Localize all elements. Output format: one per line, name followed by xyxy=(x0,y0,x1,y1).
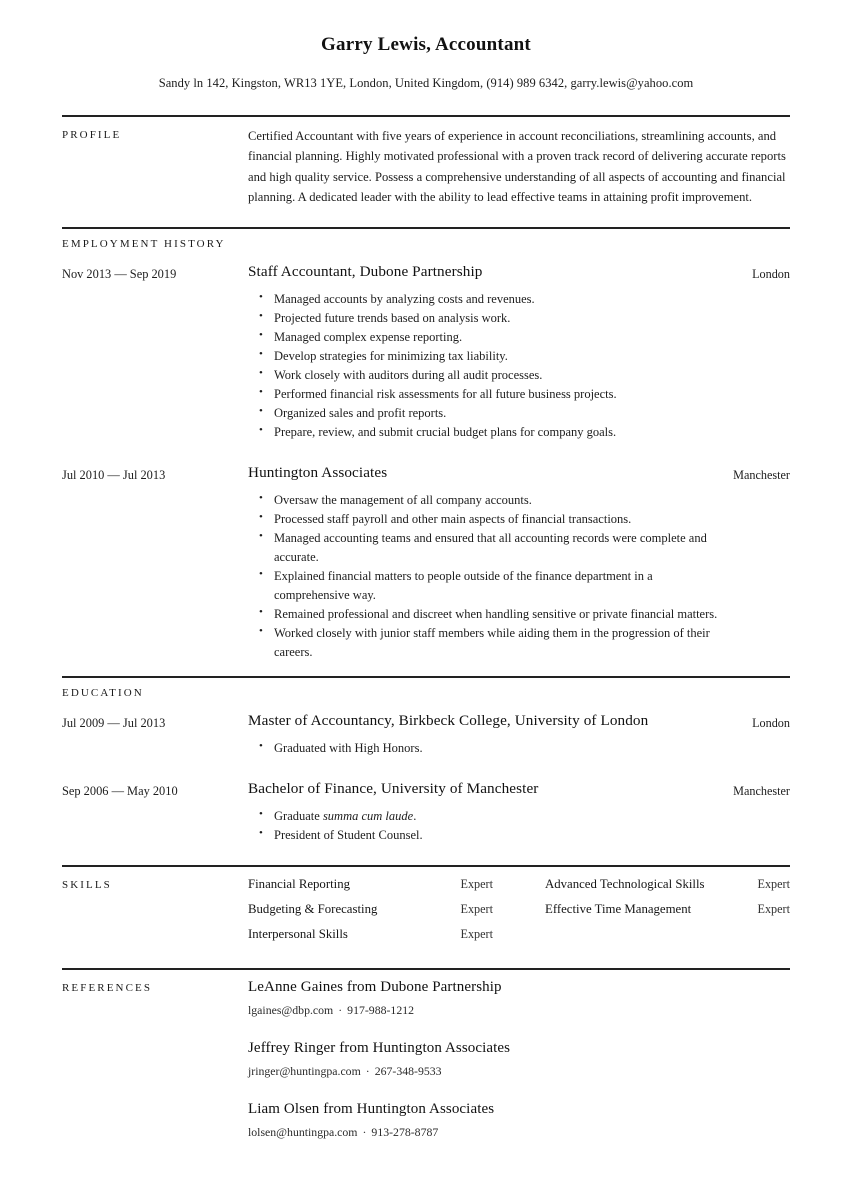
entry-content xyxy=(248,464,719,662)
entry-title: Staff Accountant, Dubone Partnership xyxy=(248,262,483,280)
skill-row xyxy=(248,902,493,927)
reference-phone[interactable]: 913-278-8787 xyxy=(371,1124,439,1139)
entry-bullets xyxy=(248,739,738,758)
entry-location: London xyxy=(752,266,790,281)
profile-body xyxy=(248,126,790,208)
entry-dates: Jul 2010 — Jul 2013 xyxy=(62,467,166,482)
entry-content xyxy=(248,712,738,758)
reference-item xyxy=(248,979,790,1018)
bullet-item: • Projected future trends based on analysis work. xyxy=(248,309,738,328)
bullet-item: • Work closely with auditors during all audit processes. xyxy=(248,366,738,385)
contact-line: Sandy ln 142, Kingston, WR13 1YE, London, United Kingdom, (914) 989 6342, garry.lewis@yahoo.com xyxy=(158,76,694,90)
bullet-item: • Develop strategies for minimizing tax liability. xyxy=(248,347,738,366)
bullet-item: • Graduated with High Honors. xyxy=(248,739,738,758)
skills-body xyxy=(248,876,790,952)
reference-contact xyxy=(248,1125,790,1140)
reference-separator: · xyxy=(338,1002,343,1017)
section-label-education: EDUCATION xyxy=(62,686,144,699)
skill-name: Effective Time Management xyxy=(545,901,692,916)
section-skills xyxy=(62,865,790,952)
skill-level: Expert xyxy=(460,876,493,891)
reference-email[interactable]: lgaines@dbp.com xyxy=(248,1002,334,1017)
reference-name: Jeffrey Ringer from Huntington Associates xyxy=(248,1039,511,1056)
entry-location: Manchester xyxy=(733,467,790,482)
entry-main xyxy=(248,780,790,845)
references-list xyxy=(248,979,790,1140)
section-profile xyxy=(62,115,790,208)
reference-contact xyxy=(248,1064,790,1079)
bullet-text-prefix: Graduate xyxy=(274,808,323,823)
bullet-item: • Prepare, review, and submit crucial budget plans for company goals. xyxy=(248,423,738,442)
entry xyxy=(62,712,790,758)
skill-row xyxy=(545,902,790,927)
section-label-employment-history: EMPLOYMENT HISTORY xyxy=(62,237,226,250)
skill-name: Financial Reporting xyxy=(248,876,351,891)
reference-contact xyxy=(248,1003,790,1018)
reference-email[interactable]: jringer@huntingpa.com xyxy=(248,1063,361,1078)
skill-row xyxy=(248,877,493,902)
profile-summary: Certified Accountant with five years of experience in account reconciliations, streamlining accounts, and financial planning. Highly motivated professional with a proven track record of delivering accurate reports and high quality service. Possess a comprehensive understanding of all aspects of accounting and financial planning. A dedicated leader with the ability to lead effective teams in attaining profit improvement. xyxy=(248,129,786,205)
section-label-profile: PROFILE xyxy=(62,129,122,141)
reference-separator: · xyxy=(362,1124,367,1139)
section-label-skills: SKILLS xyxy=(62,878,112,891)
entry-content xyxy=(248,263,738,442)
entry-main xyxy=(248,464,790,662)
skill-level: Expert xyxy=(757,901,790,916)
bullet-item: • Worked closely with junior staff members while aiding them in the progression of their careers. xyxy=(248,624,719,662)
reference-name: Liam Olsen from Huntington Associates xyxy=(248,1100,495,1117)
skills-grid xyxy=(248,876,790,952)
skill-level: Expert xyxy=(460,901,493,916)
entry-dates: Sep 2006 — May 2010 xyxy=(62,783,178,798)
education-entries xyxy=(62,712,790,845)
resume-header xyxy=(62,0,790,91)
section-employment-history xyxy=(62,227,790,662)
skill-name: Interpersonal Skills xyxy=(248,926,348,941)
entry-dates: Jul 2009 — Jul 2013 xyxy=(62,715,166,730)
employment-entries xyxy=(62,263,790,662)
entry-location: Manchester xyxy=(733,783,790,798)
entry xyxy=(62,464,790,662)
entry-main xyxy=(248,263,790,442)
bullet-item: • Oversaw the management of all company accounts. xyxy=(248,491,719,510)
entry-bullets xyxy=(248,290,738,442)
entry xyxy=(62,780,790,845)
section-references xyxy=(62,968,790,1140)
bullet-item: • Remained professional and discreet when handling sensitive or private financial matters. xyxy=(248,605,719,624)
entry xyxy=(62,263,790,442)
skill-name: Budgeting & Forecasting xyxy=(248,901,378,916)
bullet-item xyxy=(248,807,719,826)
entry-bullets xyxy=(248,491,719,662)
skill-row xyxy=(545,877,790,902)
entry-dates: Nov 2013 — Sep 2019 xyxy=(62,266,177,281)
entry-content xyxy=(248,780,719,845)
reference-separator: · xyxy=(365,1063,370,1078)
section-label-references: REFERENCES xyxy=(62,981,153,994)
bullet-item: • Organized sales and profit reports. xyxy=(248,404,738,423)
bullet-text-emphasis: summa cum laude xyxy=(322,808,414,823)
bullet-item: • Managed accounts by analyzing costs and revenues. xyxy=(248,290,738,309)
entry-title: Bachelor of Finance, University of Manchester xyxy=(248,779,539,797)
skill-level: Expert xyxy=(460,926,493,941)
entry-main xyxy=(248,712,790,758)
bullet-text-suffix: . xyxy=(413,808,417,823)
reference-name: LeAnne Gaines from Dubone Partnership xyxy=(248,978,502,995)
reference-item xyxy=(248,1101,790,1140)
reference-item xyxy=(248,1040,790,1079)
reference-phone[interactable]: 267-348-9533 xyxy=(374,1063,442,1078)
reference-email[interactable]: lolsen@huntingpa.com xyxy=(248,1124,358,1139)
bullet-item: • Explained financial matters to people outside of the finance department in a comprehensive way. xyxy=(248,567,719,605)
skill-row xyxy=(248,927,493,952)
entry-title: Huntington Associates xyxy=(248,463,388,481)
skill-name: Advanced Technological Skills xyxy=(545,876,705,891)
skill-level: Expert xyxy=(757,876,790,891)
entry-location: London xyxy=(752,715,790,730)
entry-title: Master of Accountancy, Birkbeck College, University of London xyxy=(248,711,649,729)
bullet-item: • Managed accounting teams and ensured that all accounting records were complete and accurate. xyxy=(248,529,719,567)
entry-bullets xyxy=(248,807,719,845)
section-education xyxy=(62,676,790,845)
bullet-item: • Managed complex expense reporting. xyxy=(248,328,738,347)
bullet-item: • Performed financial risk assessments for all future business projects. xyxy=(248,385,738,404)
bullet-item: • President of Student Counsel. xyxy=(248,826,719,845)
reference-phone[interactable]: 917-988-1212 xyxy=(347,1002,415,1017)
candidate-name: Garry Lewis, Accountant xyxy=(321,34,531,55)
bullet-item: • Processed staff payroll and other main aspects of financial transactions. xyxy=(248,510,719,529)
